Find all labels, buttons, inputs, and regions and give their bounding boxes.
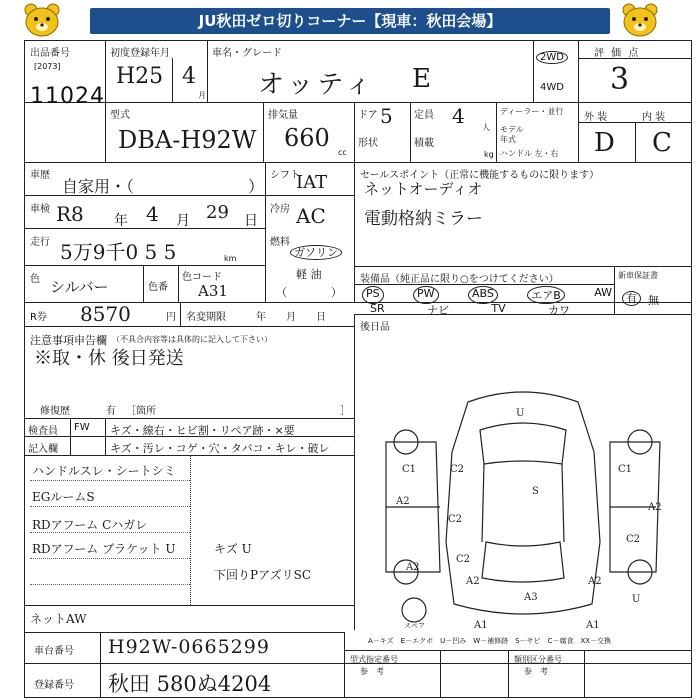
history-value: 自家用・（: [62, 177, 135, 196]
header-title: JU秋田ゼロ切りコーナー【現車：秋田会場】: [90, 8, 610, 34]
reg-era: H25: [116, 64, 164, 89]
shift-label: シフト: [270, 170, 300, 181]
doors-label: ドア: [358, 110, 378, 121]
lot-sub: [2073]: [34, 62, 61, 71]
mileage-label: 走行: [30, 237, 50, 248]
check-row1: キズ・線右・ヒビ割・リペア跡・×要: [110, 424, 295, 437]
fuel-diesel: 軽 油: [296, 268, 322, 281]
car-windshield: [480, 423, 566, 464]
equip-tv: TV: [491, 302, 506, 315]
displacement-label: 排気量: [268, 110, 298, 121]
sales-line1: ネットオーディオ: [364, 180, 483, 198]
recycle-value: 8570: [80, 302, 131, 326]
inspector-note-1: ハンドルスレ・シートシミ: [32, 464, 176, 478]
dealer-line2: モデル: [500, 125, 524, 134]
shift-value: IAT: [296, 172, 328, 193]
mark-c2-right-bottom: C2: [626, 534, 641, 545]
mark-c2-left-bottom: C2: [456, 554, 471, 565]
ac-value: AC: [296, 204, 326, 228]
plate-label: 登録番号: [34, 680, 74, 691]
dealer-line4: ハンドル 左・右: [500, 149, 559, 158]
mark-a2-rear-right: A2: [588, 576, 602, 587]
equip-aw: AW: [594, 286, 612, 299]
inspection-month-unit: 月: [176, 213, 190, 229]
type-label-2: 参 考: [360, 667, 384, 676]
equip-airbag: エアB: [527, 286, 565, 304]
score-int-label: 内 装: [642, 112, 666, 123]
mark-front-u: U: [516, 408, 525, 419]
equip-ps: PS: [362, 286, 384, 304]
mark-c2-left-lower: C2: [448, 514, 463, 525]
inspection-day: 29: [206, 202, 229, 223]
capacity-unit: 人: [482, 123, 490, 132]
warranty-no: 無: [648, 294, 659, 307]
history-close: ）: [248, 177, 265, 196]
inspection-era: R8: [56, 202, 84, 226]
equip-label: 装備品（純正品に限り○をつけてください）: [360, 274, 559, 285]
mark-a3-rear: A3: [524, 592, 538, 603]
inspection-month: 4: [146, 202, 159, 226]
capacity-value: 4: [452, 104, 465, 128]
car-name: オッティ: [258, 70, 376, 100]
type-label-1: 型式指定番号: [350, 655, 398, 664]
mascot-bear-left-icon: [22, 2, 62, 38]
mark-a2-rear-left: A2: [466, 576, 480, 587]
mark-roof-s: S: [532, 486, 539, 497]
check-label-1: 検査員: [28, 426, 58, 437]
inspector-note-5: キズ U: [214, 542, 252, 556]
score-int: C: [652, 128, 672, 158]
inspector-note-6: 下回りPアズリSC: [214, 568, 311, 582]
color-value: シルバー: [50, 278, 109, 296]
inspection-year-unit: 年: [114, 213, 128, 229]
color-code-label: 色コード: [182, 272, 222, 283]
ac-label: 冷房: [270, 204, 290, 215]
reg-label: 初度登録年月: [110, 48, 170, 59]
meigi-label: 名変期限: [186, 312, 226, 323]
chassis-label: 車台番号: [34, 646, 74, 657]
mark-a2-left-lower: A2: [406, 562, 420, 573]
score-label: 評 価 点: [594, 48, 641, 59]
mark-a1-rear-right: A1: [586, 620, 600, 631]
car-label: 車名・グレード: [212, 48, 282, 59]
inspector-note-2: EGルームS: [32, 490, 95, 504]
chassis-value: H92W-0665299: [108, 636, 270, 658]
equip-abs: ABS: [468, 286, 498, 304]
gobu-label: 後日品: [360, 322, 390, 333]
mark-u-rear-right: U: [632, 594, 641, 605]
history-label: 車歴: [30, 170, 50, 181]
check-label-2: 記入欄: [28, 444, 58, 455]
inspection-day-unit: 日: [244, 213, 258, 229]
equip-pw: PW: [413, 286, 439, 304]
check-fw: FW: [74, 422, 90, 433]
color-num-label: 色番: [148, 282, 168, 293]
repair-close: ］: [340, 406, 350, 417]
car-damage-diagram: [356, 372, 690, 634]
sales-line2: 電動格納ミラー: [364, 209, 483, 229]
equip-row2: [370, 302, 570, 318]
plate-value: 秋田 580ぬ4204: [108, 672, 272, 696]
car-grade: E: [412, 64, 431, 94]
lot-label: 出品番号: [30, 48, 70, 59]
equip-sr: SR: [370, 302, 385, 315]
mark-a2-right: A2: [648, 502, 662, 513]
dealer-line3: 年式: [500, 135, 516, 144]
mark-c1-right: C1: [618, 464, 633, 475]
repair-label: 修復歴: [40, 406, 70, 417]
type-label-3: 類別区分番号: [514, 655, 562, 664]
spare-tire-icon: [402, 598, 426, 622]
model-value: DBA-H92W: [118, 126, 257, 154]
reg-month-unit: 月: [198, 91, 206, 100]
meigi-date: 年 月 日: [256, 312, 326, 323]
displacement-value: 660: [284, 124, 330, 152]
sales-label: セールスポイント（正常に機能するものに限ります）: [360, 170, 600, 181]
inspector-note-3: RDアフーム Cハガレ: [32, 518, 148, 532]
lot-number: 11024: [30, 84, 105, 109]
doors-value: 5: [380, 104, 393, 128]
repair-bracket: ［箇所: [126, 406, 156, 417]
warranty-label: 新車保証書: [618, 271, 658, 280]
shape-label: 形状: [358, 138, 378, 149]
fuel-label: 燃料: [270, 237, 290, 248]
equip-kawa: カワ: [547, 304, 570, 317]
score-value: 3: [610, 62, 630, 97]
recycle-label: R券: [30, 312, 47, 323]
reg-month: 4: [182, 64, 196, 89]
fuel-gasoline: ガソリン: [290, 244, 342, 260]
displacement-unit: cc: [338, 148, 347, 157]
score-ext: D: [594, 128, 615, 158]
legend-line: A－キズ E－エクボ U－凹み W－補修跡 S－サビ C－腐食 XX－交換: [368, 637, 612, 645]
notes-text: ※取・休 後日発送: [34, 348, 184, 369]
capacity-label: 定員: [414, 110, 434, 121]
mark-a1-rear-left: A1: [474, 620, 488, 631]
recycle-unit: 円: [166, 312, 176, 323]
type-label-4: 参 考: [524, 667, 548, 676]
fuel-other: （ ）: [276, 286, 342, 299]
notes-label: 注意事項申告欄: [30, 334, 107, 347]
drive-4wd: 4WD: [540, 82, 564, 93]
mileage-unit: km: [224, 254, 237, 263]
mascot-bear-right-icon: [620, 2, 660, 38]
color-code: A31: [198, 282, 228, 300]
notes-sub: （不具合内容等は具体的に記入して下さい）: [112, 335, 272, 344]
drive-2wd: 2WD: [536, 52, 568, 63]
color-label: 色: [30, 274, 40, 285]
inspection-label: 車検: [30, 204, 50, 215]
score-ext-label: 外 装: [584, 112, 608, 123]
mark-c1-left: C1: [402, 464, 417, 475]
model-label: 型式: [110, 110, 130, 121]
mark-c2-left: C2: [450, 464, 465, 475]
load-unit: kg: [484, 150, 494, 159]
mark-a2-left: A2: [396, 496, 410, 507]
repair-value: 有: [106, 406, 116, 417]
equip-navi: ナビ: [427, 304, 449, 317]
options-note: ネットAW: [30, 612, 87, 626]
mileage-value: 5万9千0 5 5: [60, 240, 177, 264]
check-row2: キズ・汚レ・コゲ・穴・タバコ・キレ・破レ: [110, 442, 330, 455]
inspector-note-4: RDアフーム ブラケット U: [32, 542, 176, 556]
car-rear-window: [482, 542, 564, 582]
warranty-yes: 有: [622, 290, 641, 306]
load-label: 積載: [414, 138, 434, 149]
dealer-line1: ディーラー・並行: [500, 107, 564, 116]
spare-label: スペア: [404, 622, 425, 630]
